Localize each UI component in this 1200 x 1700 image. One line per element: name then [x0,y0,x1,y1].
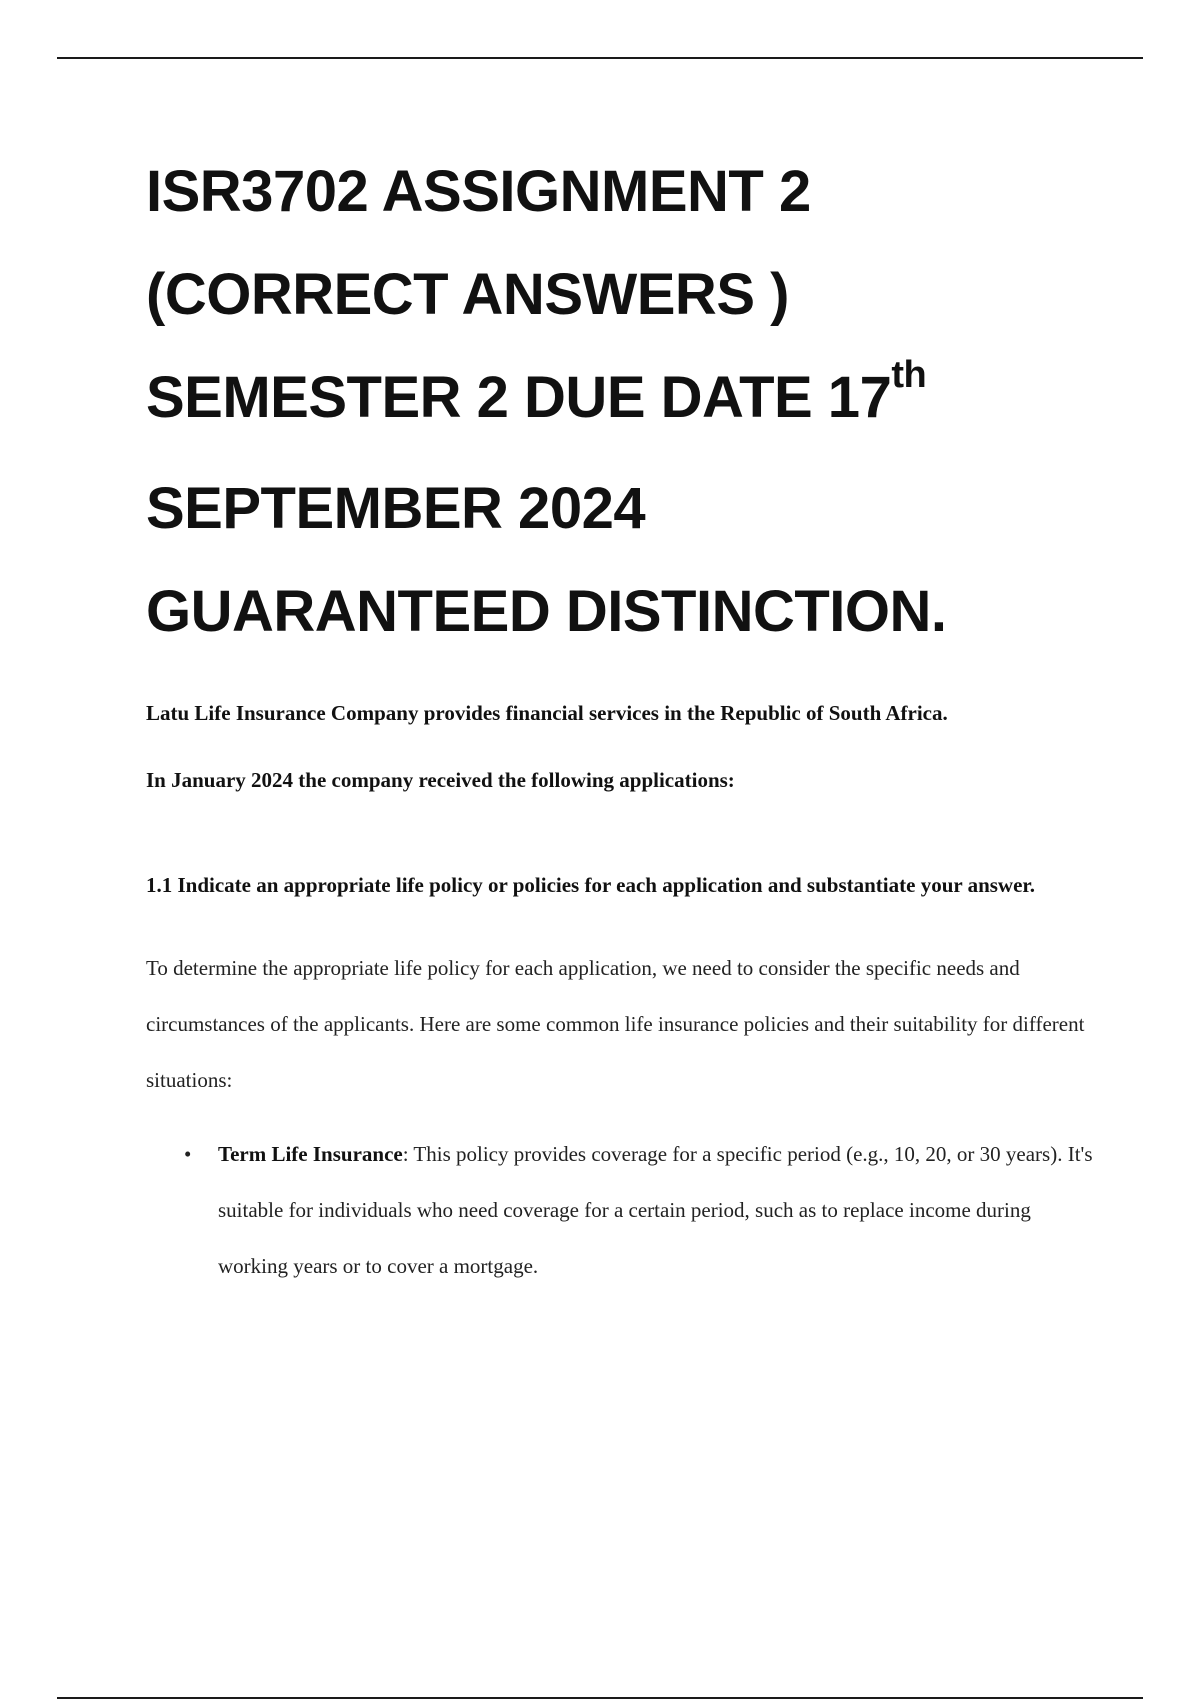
applications-statement: In January 2024 the company received the following applications: [146,768,735,792]
title-line-1: ISR3702 ASSIGNMENT 2 [146,159,811,224]
company-statement: Latu Life Insurance Company provides financial services in the Republic of South Africa. [146,701,948,725]
policy-name: Term Life Insurance [218,1142,403,1166]
title-line-5: GUARANTEED DISTINCTION. [146,579,947,644]
document-title [146,140,1106,663]
title-line-4: SEPTEMBER 2024 [146,476,646,541]
title-line-3 [146,346,1106,457]
document-page [146,140,1106,1294]
title-line-3-text: SEMESTER 2 DUE DATE 17 [146,365,892,430]
question-1-1: 1.1 Indicate an appropriate life policy or policies for each application and substantiate your answer. [146,873,1036,897]
title-superscript: th [891,354,927,396]
title-line-2: (CORRECT ANSWERS ) [146,262,789,327]
bottom-divider [57,1697,1143,1699]
top-divider [57,57,1143,59]
policy-description: : This policy provides coverage for a specific period (e.g., 10, 20, or 30 years). It's suitable for individuals who need coverage for a certain period, such as to replace income during working years or to cover a mortgage. [218,1142,1093,1278]
answer-intro: To determine the appropriate life policy for each application, we need to consider the specific needs and circumstances of the applicants. Here are some common life insurance policies and their suitability for different situations: [146,956,1085,1092]
list-item [146,1126,1106,1294]
bullet-icon: • [184,1142,192,1166]
policy-list [146,1126,1106,1294]
